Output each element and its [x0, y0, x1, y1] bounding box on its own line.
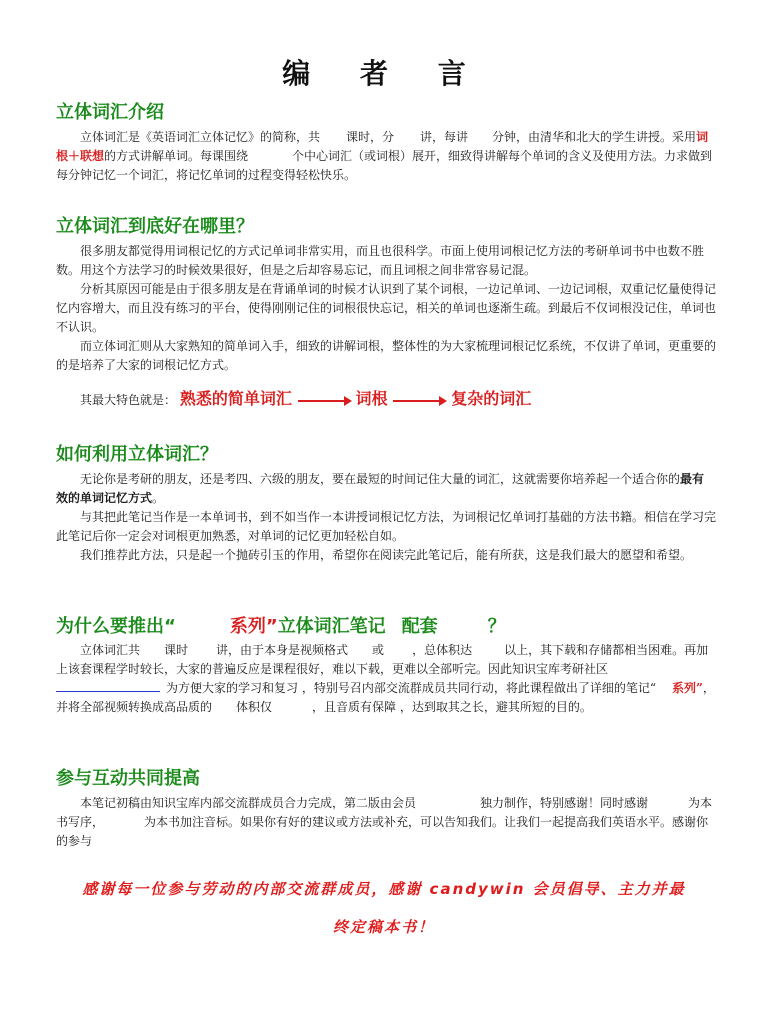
why-paragraph	[56, 641, 716, 717]
text: 本笔记初稿由知识宝库内部交流群成员合力完成，第二版由会员	[80, 796, 417, 810]
text: 为方便大家的学习和复习 ，特别号召内部交流群成员共同行动，将此课程做出了详细的笔记“	[166, 681, 656, 695]
text: 以上，其下载和存储都相当困难。再加上该套课程学时较长，大家的普遍反应是课程很好，难以下载，更难以全部听完。因此知识宝库考研社区	[56, 643, 709, 676]
feature-label: 其最大特色就是：	[80, 393, 177, 407]
arrow-right-icon	[298, 400, 350, 402]
highlight-text: 系列”	[229, 616, 278, 637]
participate-paragraph	[56, 794, 716, 851]
text: 的方式讲解单词。每课围绕	[104, 149, 249, 163]
text: ，总体积达	[412, 643, 473, 657]
feature-line	[80, 386, 531, 409]
advantages-paragraph-2: 分析其原因可能是由于很多朋友是在背诵单词的时候才认识到了某个词根，一边记单词、一边记词根，双重记忆量使得记忆内容增大，而且没有练习的平台，使得刚刚记住的词根很快忘记，相关的单词也逐渐生疏。到最后不仅词根没记住，单词也不认识。	[56, 282, 717, 334]
text: 立体词汇是《英语词汇立体记忆》的简称，共	[80, 130, 321, 144]
bold-text: 最有效的单词记忆方式	[56, 472, 705, 505]
section-heading-why	[56, 612, 506, 638]
text: 讲，每讲	[420, 130, 469, 144]
section-heading-advantages: 立体词汇到底好在哪里？	[56, 216, 254, 237]
section-heading-usage: 如何利用立体词汇？	[56, 444, 218, 465]
highlight-text: 系列”	[671, 681, 703, 695]
text: 课时	[164, 643, 189, 657]
intro-paragraph	[56, 128, 716, 185]
text: 立体词汇笔记	[277, 616, 386, 637]
text: 。	[152, 491, 165, 505]
feature-step-2: 词根	[355, 389, 388, 408]
blank-link[interactable]	[56, 679, 160, 692]
text: 为本书加注音标。如果你有好的建议或方法或补充，可以告知我们。让我们一起提高我们英语水平。感谢你的参与	[56, 815, 709, 848]
usage-paragraph-3: 我们推荐此方法，只是起一个抛砖引玉的作用，希望你在阅读完此笔记后，能有所获，这是我们最大的愿望和希望。	[80, 548, 693, 562]
section-heading-participate: 参与互动共同提高	[56, 768, 200, 789]
text: ，且音质有保障 ，达到取其之长，避其所短的目的。	[312, 700, 592, 714]
text: 为什么要推出“	[56, 616, 176, 637]
page-title: 编 者 言	[282, 57, 486, 90]
text: ，并将全部视频转换成高品质的	[56, 681, 715, 714]
text: ？	[487, 616, 506, 637]
text: 立体词汇共	[80, 643, 141, 657]
section-heading-intro: 立体词汇介绍	[56, 102, 164, 123]
thanks-line-1: 感谢每一位参与劳动的内部交流群成员，感谢 candywin 会员倡导、主力并最	[82, 880, 686, 898]
text: 分钟，由清华和北大的学生讲授。采用	[492, 130, 697, 144]
highlight-text: 词根＋联想	[56, 130, 709, 163]
text: 或	[372, 643, 385, 657]
text: 无论你是考研的朋友，还是考四、六级的朋友，要在最短的时间记住大量的词汇，这就需要你培养起一个适合你的	[80, 472, 681, 486]
usage-paragraph-2: 与其把此笔记当作是一本单词书，到不如当作一本讲授词根记忆方法，为词根记忆单词打基础的方法书籍。相信在学习完此笔记后你一定会对词根更加熟悉，对单词的记忆更加轻松自如。	[56, 510, 717, 543]
thanks-line-2: 终定稿本书！	[332, 918, 435, 936]
advantages-paragraph-3: 而立体词汇则从大家熟知的简单词入手，细致的讲解词根，整体性的为大家梳理词根记忆系统，不仅讲了单词，更重要的的是培养了大家的词根记忆方式。	[56, 339, 717, 372]
arrow-right-icon	[393, 400, 445, 402]
advantages-paragraph-1: 很多朋友都觉得用词根记忆的方式记单词非常实用，而且也很科学。市面上使用词根记忆方法的考研单词书中也数不胜数。用这个方法学习的时候效果很好，但是之后却容易忘记，而且词根之间非常容易记混。	[56, 244, 705, 277]
text: 为本书写序，	[56, 796, 713, 829]
text: 独力制作，特别感谢！同时感谢	[480, 796, 649, 810]
feature-step-3: 复杂的词汇	[451, 389, 532, 408]
text: 课时，分	[346, 130, 395, 144]
feature-step-1: 熟悉的简单词汇	[179, 389, 292, 408]
usage-paragraph-1	[56, 470, 716, 508]
text: 讲，由于本身是视频格式	[216, 643, 349, 657]
text: 配套	[401, 616, 438, 637]
text: 体积仅	[236, 700, 273, 714]
text: 个中心词汇（或词根）展开，细致得讲解每个单词的含义及使用方法。力求做到每分钟记忆一个词汇，将记忆单词的过程变得轻松快乐。	[56, 149, 713, 182]
